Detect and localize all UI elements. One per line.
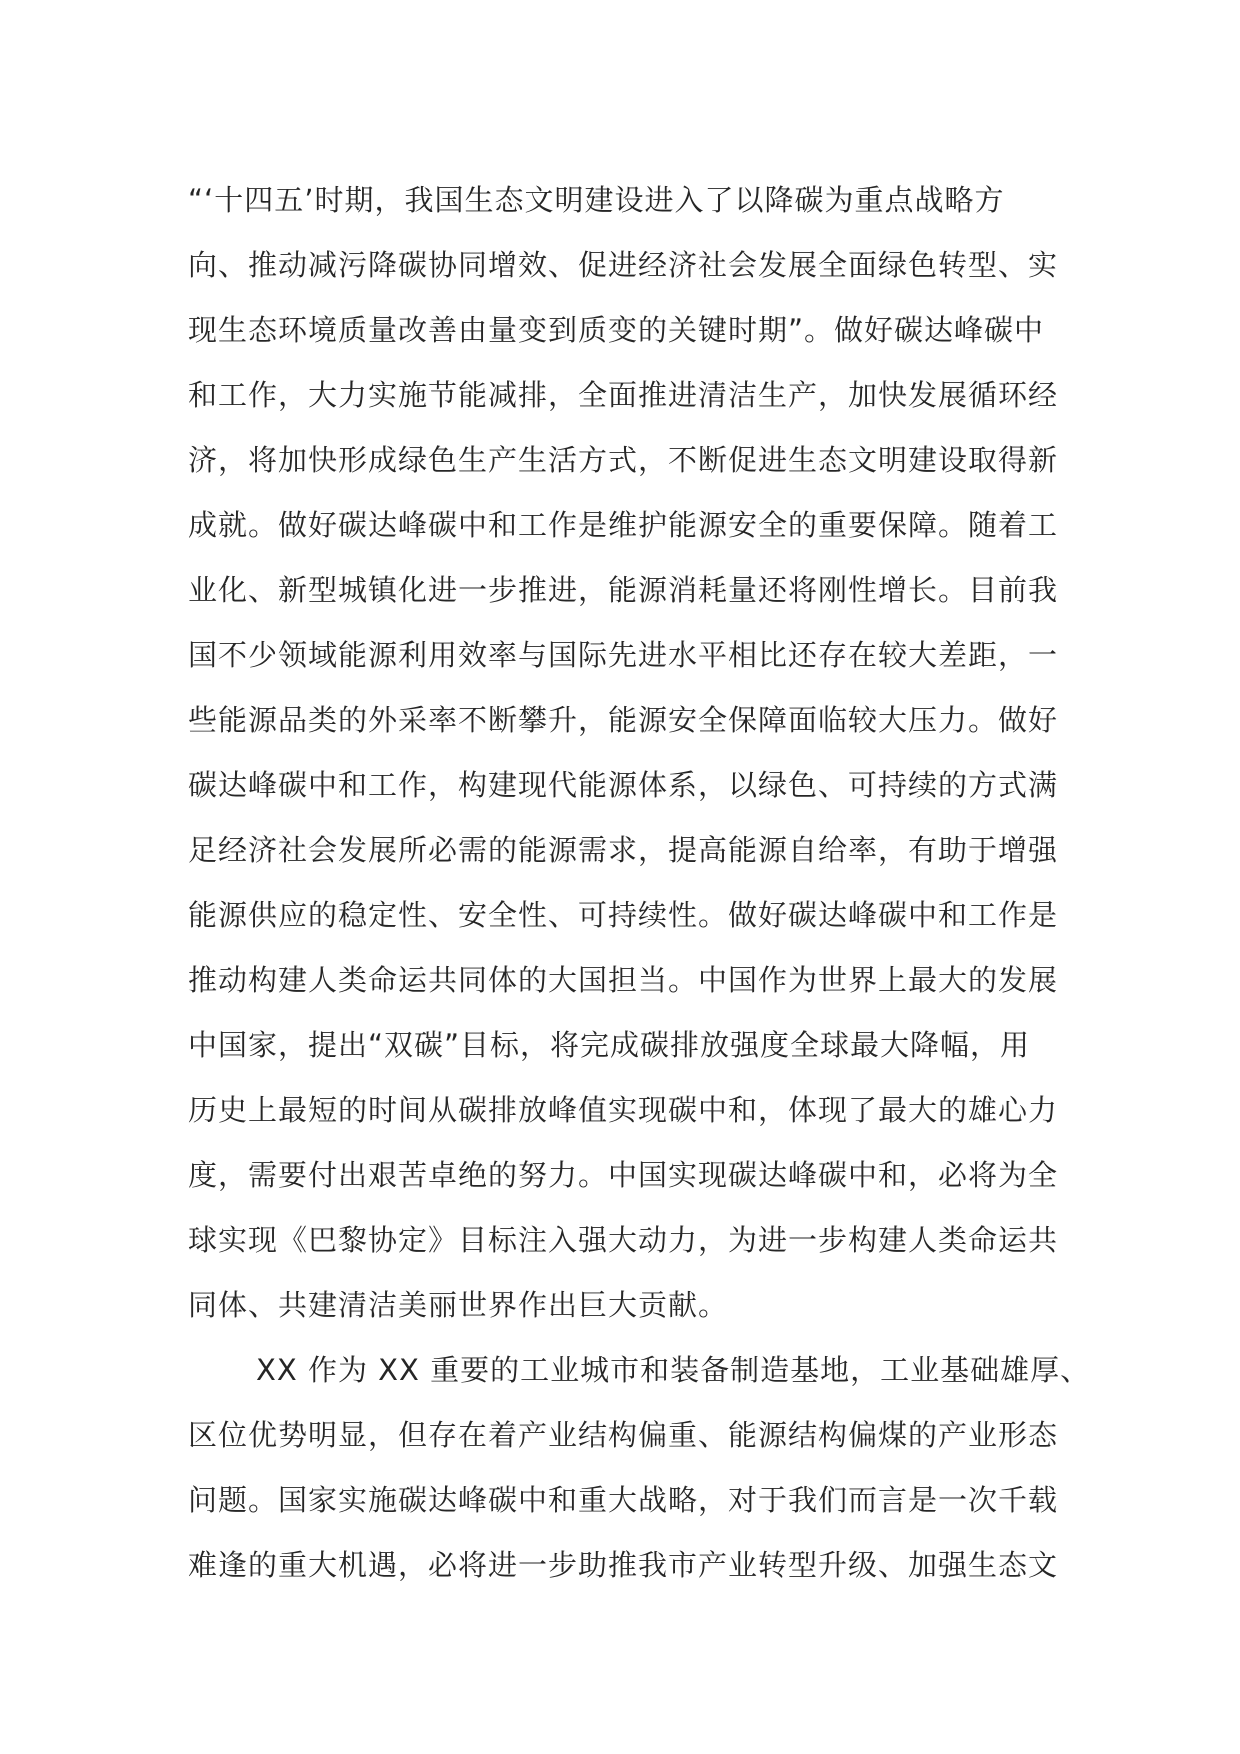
text-line: 和工作，大力实施节能减排，全面推进清洁生产，加快发展循环经 [188,378,1059,412]
text-line: 问题。国家实施碳达峰碳中和重大战略，对于我们而言是一次千载 [188,1483,1059,1517]
document-body [188,168,1091,1598]
text-line: 向、推动减污降碳协同增效、促进经济社会发展全面绿色转型、实 [188,248,1059,282]
text-line: 国不少领域能源利用效率与国际先进水平相比还存在较大差距，一 [188,638,1059,672]
text-line: 济，将加快形成绿色生产生活方式，不断促进生态文明建设取得新 [188,443,1059,477]
text-line: 区位优势明显，但存在着产业结构偏重、能源结构偏煤的产业形态 [188,1418,1059,1452]
paragraph-1 [188,168,1059,1338]
paragraph-2 [188,1338,1091,1598]
text-line: 现生态环境质量改善由量变到质变的关键时期”。做好碳达峰碳中 [188,313,1045,347]
text-line: 中国家，提出“双碳”目标，将完成碳排放强度全球最大降幅，用 [188,1028,1031,1062]
text-line: “‘十四五’时期，我国生态文明建设进入了以降碳为重点战略方 [188,183,1005,217]
text-line: 难逢的重大机遇，必将进一步助推我市产业转型升级、加强生态文 [188,1548,1059,1582]
text-line: 推动构建人类命运共同体的大国担当。中国作为世界上最大的发展 [188,963,1059,997]
text-line: 同体、共建清洁美丽世界作出巨大贡献。 [188,1288,729,1322]
text-line: 成就。做好碳达峰碳中和工作是维护能源安全的重要保障。随着工 [188,508,1059,542]
text-line: 足经济社会发展所必需的能源需求，提高能源自给率，有助于增强 [188,833,1059,867]
text-line: 些能源品类的外采率不断攀升，能源安全保障面临较大压力。做好 [188,703,1059,737]
text-line: 碳达峰碳中和工作，构建现代能源体系，以绿色、可持续的方式满 [188,768,1059,802]
text-line: XX 作为 XX 重要的工业城市和装备制造基地，工业基础雄厚、 [256,1353,1091,1387]
text-line: 历史上最短的时间从碳排放峰值实现碳中和，体现了最大的雄心力 [188,1093,1059,1127]
text-line: 能源供应的稳定性、安全性、可持续性。做好碳达峰碳中和工作是 [188,898,1059,932]
text-line: 球实现《巴黎协定》目标注入强大动力，为进一步构建人类命运共 [188,1223,1059,1257]
text-line: 度，需要付出艰苦卓绝的努力。中国实现碳达峰碳中和，必将为全 [188,1158,1059,1192]
text-line: 业化、新型城镇化进一步推进，能源消耗量还将刚性增长。目前我 [188,573,1059,607]
